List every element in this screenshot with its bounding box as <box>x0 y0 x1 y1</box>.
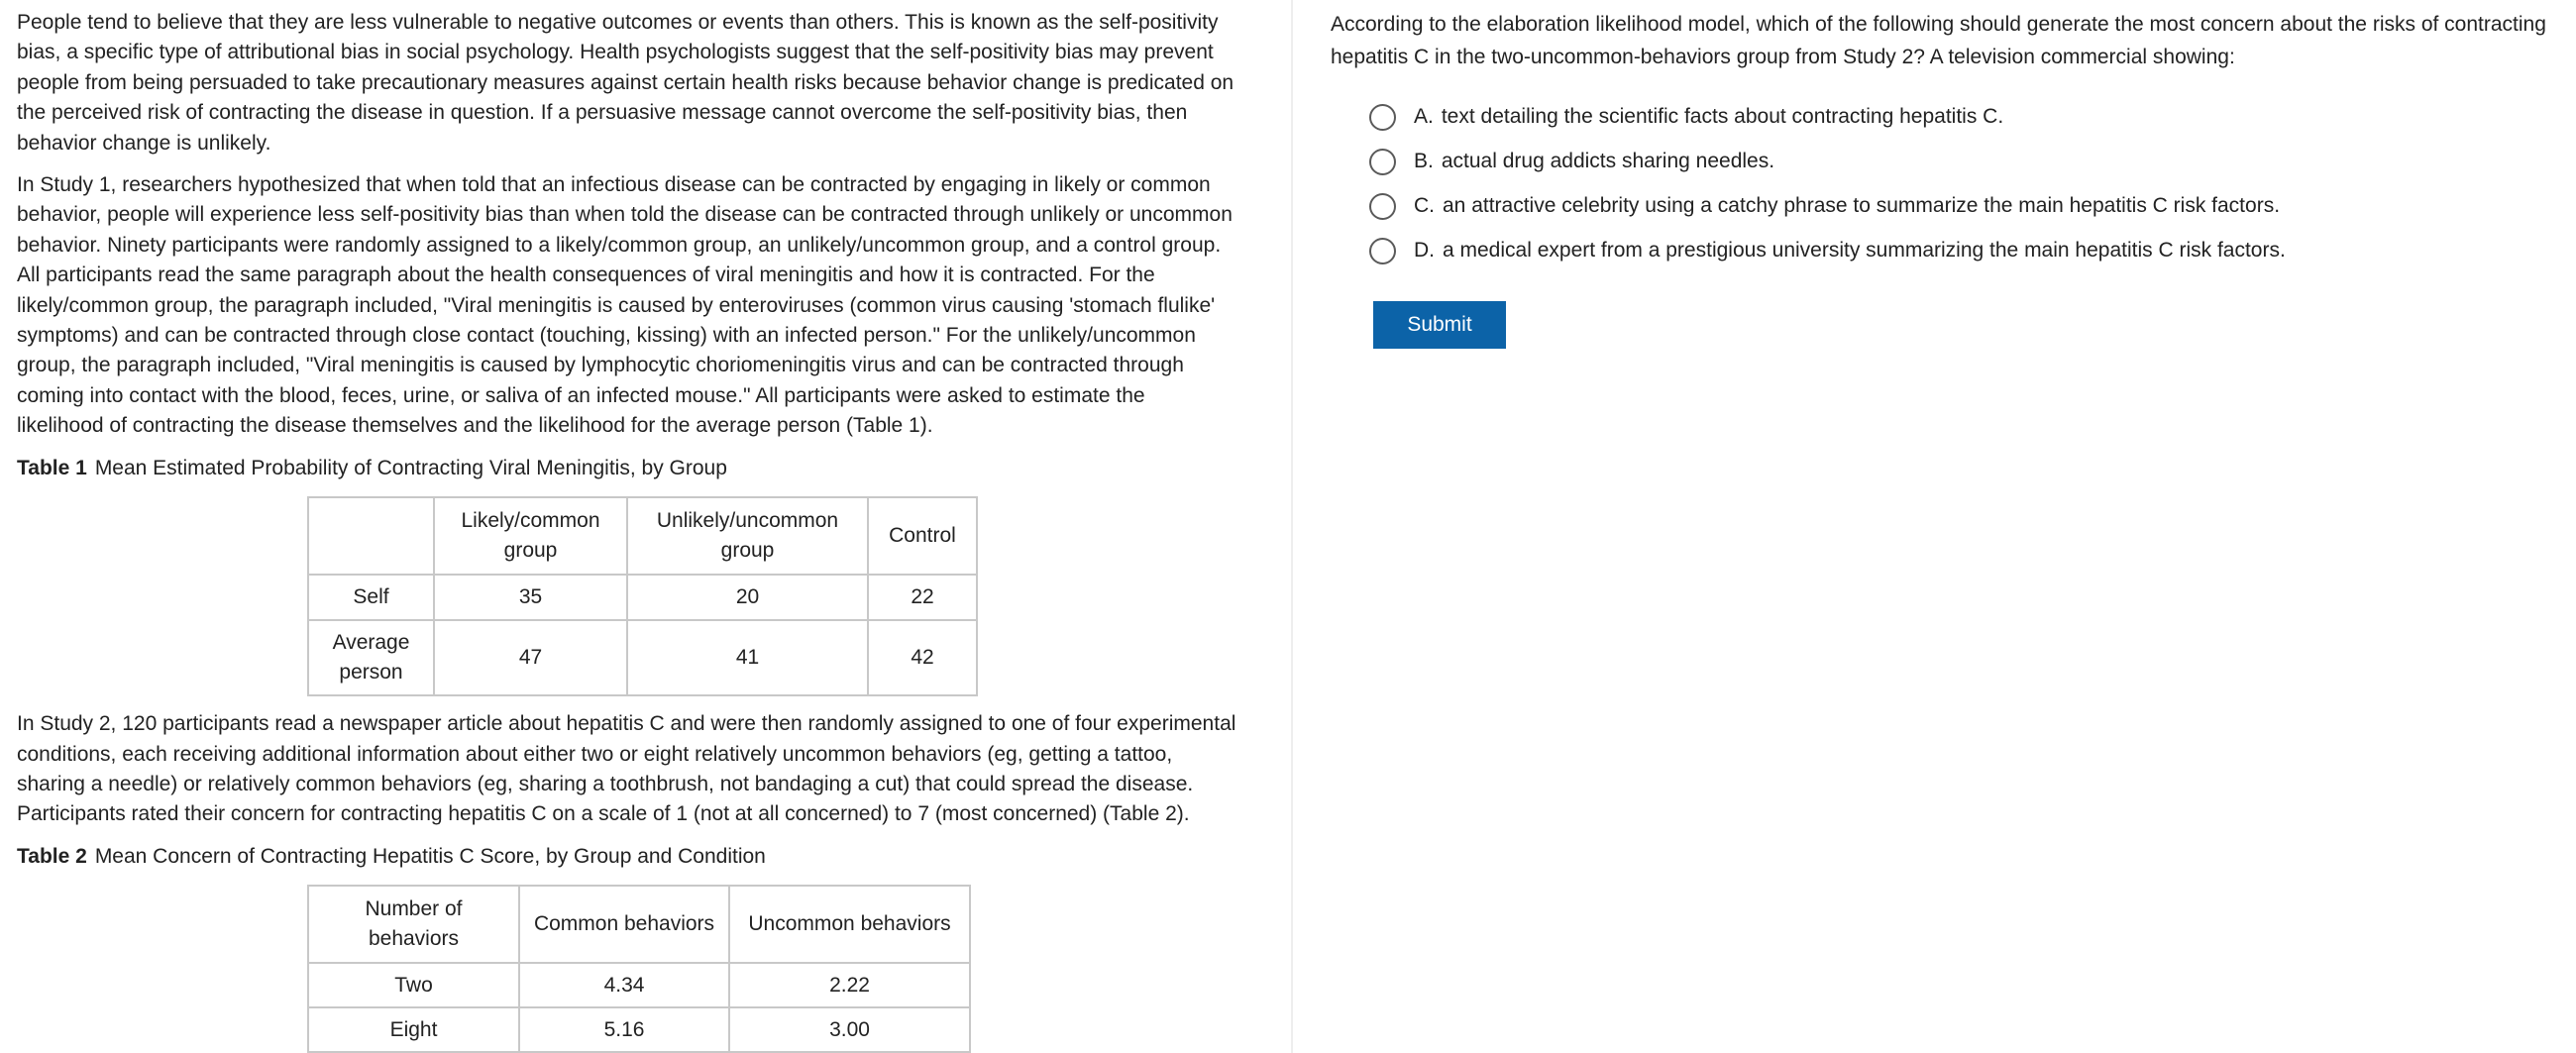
option-letter: B. <box>1414 150 1434 173</box>
radio-button-b[interactable] <box>1369 149 1396 175</box>
table-cell: 2.22 <box>729 963 970 1007</box>
table-cell: Average person <box>308 620 434 695</box>
submit-button[interactable]: Submit <box>1373 301 1506 349</box>
table-row <box>308 620 977 695</box>
study1-line: behavior, people will experience less self-positivity bias than when told the disease can be contracted through unlikely or uncommon <box>17 203 1233 227</box>
table-cell: 42 <box>868 620 977 695</box>
table-cell: Common behaviors <box>519 886 729 963</box>
study1-line: group, the paragraph included, "Viral meningitis is caused by lymphocytic choriomeningitis virus and can be contracted through <box>17 354 1184 377</box>
intro-line: behavior change is unlikely. <box>17 131 271 155</box>
table-cell: Unlikely/uncommon group <box>627 497 868 575</box>
table-cell: 35 <box>434 575 627 620</box>
option-text: text detailing the scientific facts about contracting hepatitis C. <box>1441 105 2004 129</box>
question-stem <box>1331 8 2576 73</box>
intro-line: people from being persuaded to take precautionary measures against certain health risks because behavior change is predicated on <box>17 70 1234 94</box>
table1-label: Table 1 <box>17 456 87 479</box>
option-text: actual drug addicts sharing needles. <box>1441 150 1775 173</box>
intro-line: People tend to believe that they are less vulnerable to negative outcomes or events than others. This is known as the self-positivity <box>17 11 1219 34</box>
study1-line: In Study 1, researchers hypothesized that when told that an infectious disease can be contracted by engaging in likely or common <box>17 173 1211 197</box>
option-text: an attractive celebrity using a catchy phrase to summarize the main hepatitis C risk factors. <box>1443 194 2281 218</box>
study1-paragraph <box>17 170 1274 442</box>
intro-line: bias, a specific type of attributional bias in social psychology. Health psychologists suggest that the self-positivity bias may prevent <box>17 41 1214 64</box>
intro-line: the perceived risk of contracting the disease in question. If a persuasive message cannot overcome the self-positivity bias, then <box>17 101 1188 125</box>
study2-paragraph <box>17 709 1274 830</box>
table-cell: 3.00 <box>729 1007 970 1052</box>
table1-caption-text: Mean Estimated Probability of Contracting Viral Meningitis, by Group <box>94 456 727 479</box>
option-text: a medical expert from a prestigious university summarizing the main hepatitis C risk factors. <box>1443 239 2286 263</box>
table-header-row <box>308 497 977 575</box>
study2-line: conditions, each receiving additional information about either two or eight relatively uncommon behaviors (eg, getting a tattoo, <box>17 742 1173 766</box>
table-cell: 5.16 <box>519 1007 729 1052</box>
study2-line: In Study 2, 120 participants read a newspaper article about hepatitis C and were then randomly assigned to one of four experimental <box>17 712 1236 736</box>
radio-button-c[interactable] <box>1369 193 1396 220</box>
question-pane <box>1293 0 2576 1053</box>
radio-button-d[interactable] <box>1369 238 1396 264</box>
table-row <box>308 963 970 1007</box>
study1-line: coming into contact with the blood, feces, urine, or saliva of an infected mouse." All participants were asked to estimate the <box>17 383 1145 407</box>
table-header-row <box>308 886 970 963</box>
table-cell: 4.34 <box>519 963 729 1007</box>
table-cell: Control <box>868 497 977 575</box>
answer-option-c[interactable] <box>1331 184 2576 229</box>
option-letter: D. <box>1414 239 1435 263</box>
table2-caption <box>17 842 1274 872</box>
study2-line: Participants rated their concern for contracting hepatitis C on a scale of 1 (not at all concerned) to 7 (most concerned) (Table 2). <box>17 802 1190 826</box>
question-line: According to the elaboration likelihood model, which of the following should generate the most concern about the risks of contracting <box>1331 13 2546 36</box>
study1-line: likely/common group, the paragraph included, "Viral meningitis is caused by enteroviruses (common virus causing 'stomach flulike' <box>17 293 1216 317</box>
answer-option-a[interactable] <box>1331 95 2576 140</box>
study1-line: All participants read the same paragraph about the health consequences of viral meningitis and how it is contracted. For the <box>17 263 1155 287</box>
option-letter: C. <box>1414 194 1435 218</box>
study2-line: sharing a needle) or relatively common behaviors (eg, sharing a toothbrush, not bandaging a cut) that could spread the disease. <box>17 772 1194 795</box>
study1-line: symptoms) and can be contracted through close contact (touching, kissing) with an infected person." For the unlikely/uncommon <box>17 324 1196 348</box>
table-cell: 22 <box>868 575 977 620</box>
table-cell: Eight <box>308 1007 519 1052</box>
table-cell: Number of behaviors <box>308 886 519 963</box>
table1-caption <box>17 454 1274 483</box>
table-cell: Likely/common group <box>434 497 627 575</box>
table-cell: 20 <box>627 575 868 620</box>
answer-option-b[interactable] <box>1331 140 2576 184</box>
table-row <box>308 575 977 620</box>
study1-line: likelihood of contracting the disease themselves and the likelihood for the average person (Table 1). <box>17 414 933 438</box>
table-row <box>308 1007 970 1052</box>
table2 <box>307 885 971 1053</box>
table-cell: Self <box>308 575 434 620</box>
table-cell <box>308 497 434 575</box>
table2-caption-text: Mean Concern of Contracting Hepatitis C Score, by Group and Condition <box>94 844 766 868</box>
table-cell: 47 <box>434 620 627 695</box>
table-cell: Two <box>308 963 519 1007</box>
question-line: hepatitis C in the two-uncommon-behaviors group from Study 2? A television commercial showing: <box>1331 46 2235 68</box>
study1-line: behavior. Ninety participants were randomly assigned to a likely/common group, an unlikely/uncommon group, and a control group. <box>17 233 1222 257</box>
option-letter: A. <box>1414 105 1434 129</box>
table1 <box>307 496 978 696</box>
table-cell: 41 <box>627 620 868 695</box>
intro-paragraph <box>17 8 1274 158</box>
radio-button-a[interactable] <box>1369 104 1396 131</box>
table2-label: Table 2 <box>17 844 87 868</box>
table-cell: Uncommon behaviors <box>729 886 970 963</box>
answer-option-d[interactable] <box>1331 229 2576 273</box>
